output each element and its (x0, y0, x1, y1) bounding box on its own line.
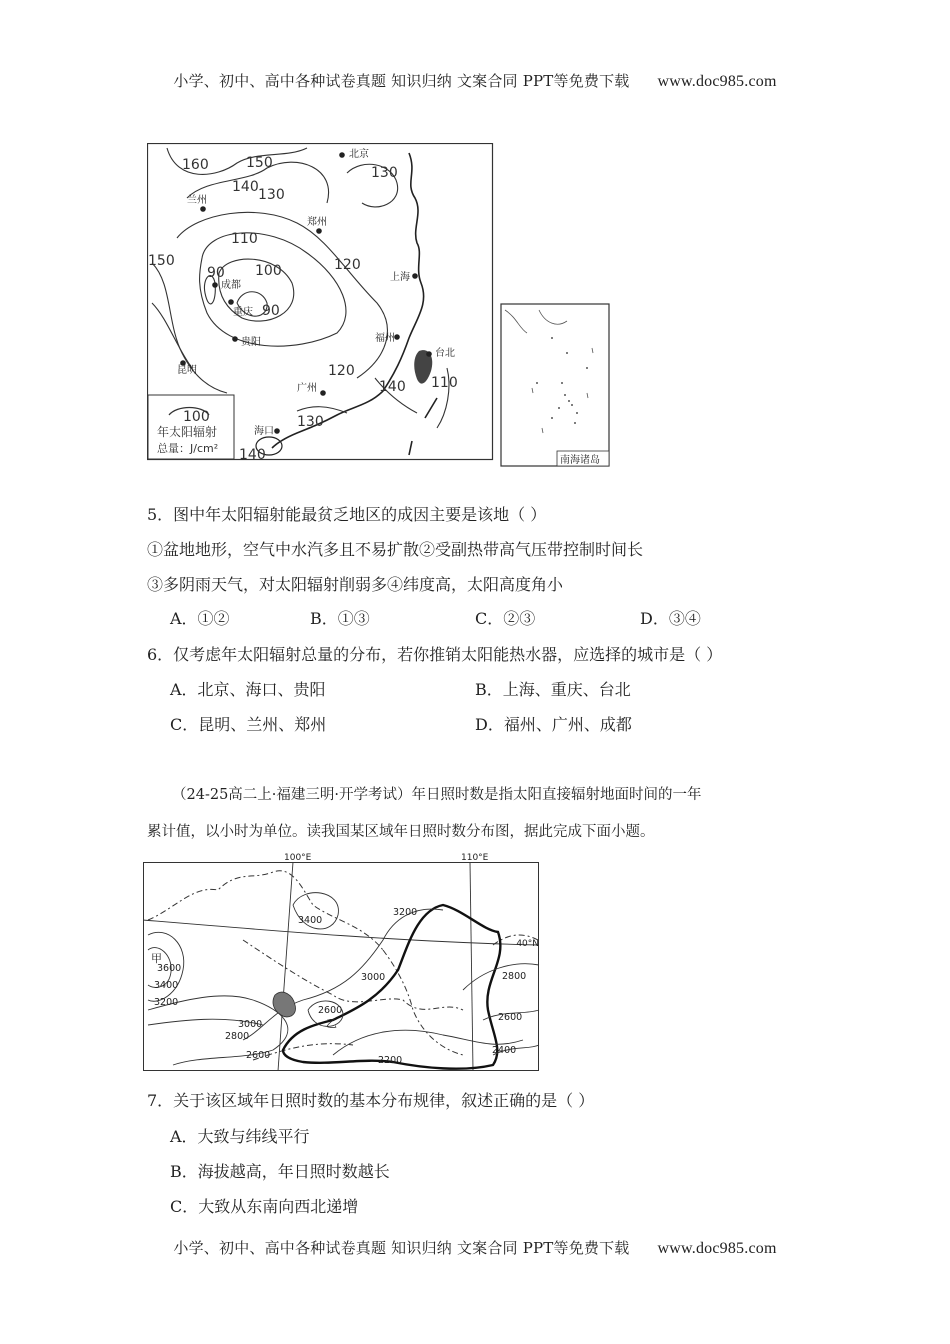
contour-label: 3200 (393, 907, 418, 918)
page-footer (0, 1237, 950, 1258)
contour-label: 120 (334, 257, 361, 273)
contour-label: 2400 (492, 1045, 517, 1056)
contour-label: 2800 (502, 971, 527, 982)
q7-option-a[interactable]: A．大致与纬线平行 (170, 1127, 310, 1146)
contour-label: 100 (255, 263, 282, 279)
contour-label: 2600 (498, 1012, 523, 1023)
contour-label: 130 (371, 165, 398, 181)
q6-stem: 6．仅考虑年太阳辐射总量的分布，若你推销太阳能热水器，应选择的城市是（ ） (147, 645, 723, 664)
q7-stem: 7．关于该区域年日照时数的基本分布规律，叙述正确的是（ ） (147, 1091, 595, 1110)
q6-option-a[interactable]: A．北京、海口、贵阳 (170, 680, 326, 699)
q6-option-d[interactable]: D．福州、广州、成都 (475, 715, 632, 734)
place-label-jia: 甲 (151, 952, 162, 965)
city-label: 上海 (390, 272, 410, 283)
city-dot (212, 282, 218, 288)
q5-line1: ①盆地地形，空气中水汽多且不易扩散②受副热带高气压带控制时间长 (147, 540, 644, 559)
city-label: 广州 (297, 383, 317, 394)
intro-line2: 累计值，以小时为单位。读我国某区域年日照时数分布图，据此完成下面小题。 (147, 824, 655, 840)
city-dot (412, 273, 418, 279)
q5-stem: 5．图中年太阳辐射能最贫乏地区的成因主要是该地（ ） (147, 505, 547, 524)
city-dot (320, 390, 326, 396)
city-dot (200, 206, 206, 212)
city-dot (274, 428, 280, 434)
sunshine-hours-map (143, 850, 545, 1072)
contour-label: 3000 (361, 972, 386, 983)
city-dot (394, 334, 400, 340)
q7-option-b[interactable]: B．海拔越高，年日照时数越长 (170, 1162, 390, 1181)
legend-line1: 年太阳辐射 (157, 425, 218, 439)
contour-label: 150 (148, 253, 175, 269)
contour-label: 2600 (246, 1050, 271, 1061)
contour-label: 130 (297, 414, 324, 430)
contour-label: 110 (231, 231, 258, 247)
contour-label: 3200 (154, 997, 179, 1008)
city-label: 台北 (435, 348, 455, 359)
q5-option-b[interactable]: B．①③ (310, 609, 370, 628)
contour-label: 2600 (318, 1005, 343, 1016)
footer-site[interactable]: www.doc985.com (657, 1240, 777, 1257)
city-label: 郑州 (307, 217, 327, 228)
city-label: 昆明 (177, 365, 197, 376)
contour-label: 2200 (378, 1055, 403, 1066)
inset-label: 南海诸岛 (560, 455, 600, 466)
city-dot (228, 299, 234, 305)
q7-option-c[interactable]: C．大致从东南向西北递增 (170, 1197, 359, 1216)
city-label: 北京 (349, 149, 369, 160)
contour-label: 3600 (157, 963, 182, 974)
place-label-yi: 乙 (326, 1017, 337, 1030)
lat-label: 40°N (516, 939, 539, 949)
south-china-sea-inset (501, 304, 609, 466)
city-dot (426, 351, 432, 357)
map-legend (148, 395, 234, 459)
city-label: 重庆 (233, 307, 253, 318)
intro-line1: （24-25高二上·福建三明·开学考试）年日照时数是指太阳直接辐射地面时间的一年 (172, 787, 702, 803)
contour-label: 150 (246, 155, 273, 171)
city-dot (232, 336, 238, 342)
q6-option-b[interactable]: B．上海、重庆、台北 (475, 680, 631, 699)
q5-option-c[interactable]: C．②③ (475, 609, 536, 628)
q5-line2: ③多阴雨天气，对太阳辐射削弱多④纬度高，太阳高度角小 (147, 575, 564, 594)
contour-label: 3400 (298, 915, 323, 926)
q5-option-a[interactable]: A．①② (170, 609, 230, 628)
contour-label: 3400 (154, 980, 179, 991)
city-label: 海口 (254, 426, 274, 437)
header-text: 小学、初中、高中各种试卷真题 知识归纳 文案合同 PPT等免费下载 (173, 72, 630, 90)
legend-value: 100 (183, 409, 210, 425)
solar-radiation-map (147, 143, 613, 468)
city-label: 成都 (221, 280, 241, 291)
city-dot (316, 228, 322, 234)
footer-text: 小学、初中、高中各种试卷真题 知识归纳 文案合同 PPT等免费下载 (173, 1239, 630, 1257)
lon-label: 100°E (284, 853, 312, 863)
contour-label: 130 (258, 187, 285, 203)
contour-label: 140 (379, 379, 406, 395)
lon-label: 110°E (461, 853, 489, 863)
contour-label: 3000 (238, 1019, 263, 1030)
contour-label: 140 (232, 179, 259, 195)
city-label: 贵阳 (241, 337, 261, 348)
contour-label: 2800 (225, 1031, 250, 1042)
page-header (0, 70, 950, 91)
contour-label: 120 (328, 363, 355, 379)
contour-label: 90 (207, 265, 225, 281)
contour-label: 90 (262, 303, 280, 319)
contour-label: 140 (239, 447, 266, 463)
city-dot (339, 152, 345, 158)
legend-line2: 总量：J/cm² (157, 442, 219, 455)
city-label: 兰州 (187, 195, 207, 206)
q5-option-d[interactable]: D．③④ (640, 609, 701, 628)
contour-label: 110 (431, 375, 458, 391)
q6-option-c[interactable]: C．昆明、兰州、郑州 (170, 715, 327, 734)
city-label: 福州 (375, 333, 395, 344)
contour-label: 160 (182, 157, 209, 173)
header-site[interactable]: www.doc985.com (657, 73, 777, 90)
